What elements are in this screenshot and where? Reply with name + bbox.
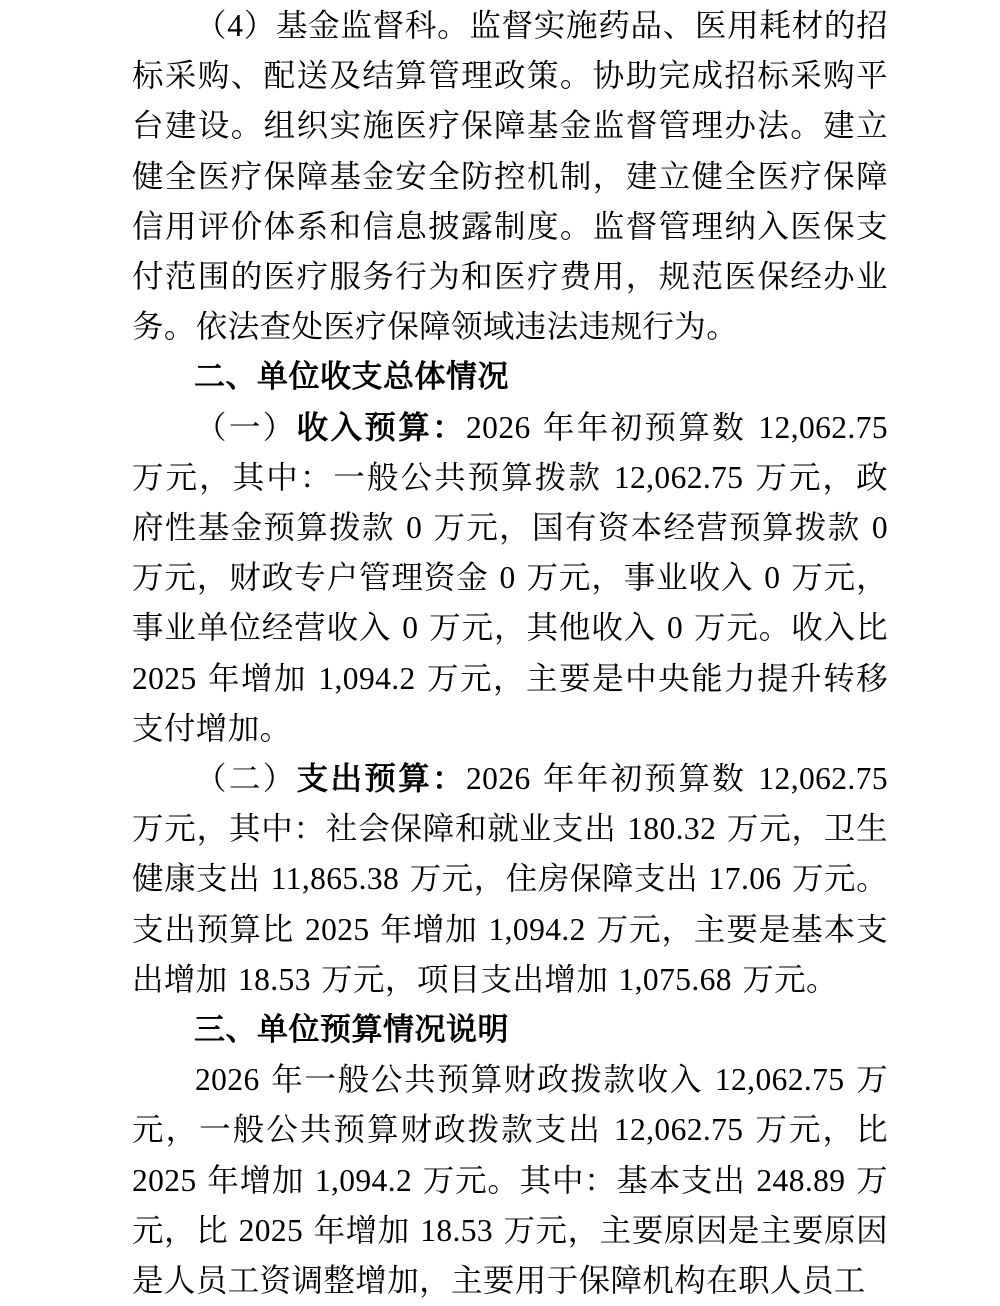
text-segment: 支出预算：	[296, 761, 467, 797]
text-segment: （二）	[195, 761, 297, 797]
paragraph-revenue-budget	[132, 403, 888, 754]
text-segment: 二、单位收支总体情况	[194, 359, 509, 395]
text-segment: 2026 年一般公共预算财政拨款收入 12,062.75 万元，一般公共预算财政拨款支出 12,062.75 万元，比 2025 年增加 1,094.2 万元。其中：基本支出 248.89 万元，比 2025 年增加 18.53 万元，主要原因是主要原因是人员工资调整增加，主要用于保障机构在职人员工	[132, 1062, 888, 1299]
text-segment: 2026 年年初预算数 12,062.75 万元，其中：一般公共预算拨款 12,062.75 万元，政府性基金预算拨款 0 万元，国有资本经营预算拨款 0 万元，财政专户管理资金 0 万元，事业收入 0 万元，事业单位经营收入 0 万元，其他收入 0 万元。收入比 2025 年增加 1,094.2 万元，主要是中央能力提升转移支付增加。	[132, 409, 888, 746]
text-segment: （一）	[195, 409, 297, 445]
text-segment: 收入预算：	[296, 409, 467, 445]
paragraph-fund-supervision-section	[132, 1, 888, 352]
document-body	[132, 1, 888, 1306]
text-segment: 三、单位预算情况说明	[194, 1012, 509, 1048]
section-heading-overall-revenue-expenditure	[132, 352, 888, 402]
text-segment: （4）基金监督科。监督实施药品、医用耗材的招标采购、配送及结算管理政策。协助完成招标采购平台建设。组织实施医疗保障基金监督管理办法。建立健全医疗保障基金安全防控机制，建立健全医疗保障信用评价体系和信息披露制度。监督管理纳入医保支付范围的医疗服务行为和医疗费用，规范医保经办业务。依法查处医疗保障领域违法违规行为。	[132, 8, 888, 345]
text-segment: 2026 年年初预算数 12,062.75 万元，其中：社会保障和就业支出 180.32 万元，卫生健康支出 11,865.38 万元，住房保障支出 17.06 万元。支出预算比 2025 年增加 1,094.2 万元，主要是基本支出增加 18.53 万元，项目支出增加 1,075.68 万元。	[132, 761, 888, 997]
paragraph-budget-explanation	[132, 1055, 888, 1306]
paragraph-expenditure-budget	[132, 754, 888, 1005]
section-heading-budget-explanation	[132, 1005, 888, 1055]
